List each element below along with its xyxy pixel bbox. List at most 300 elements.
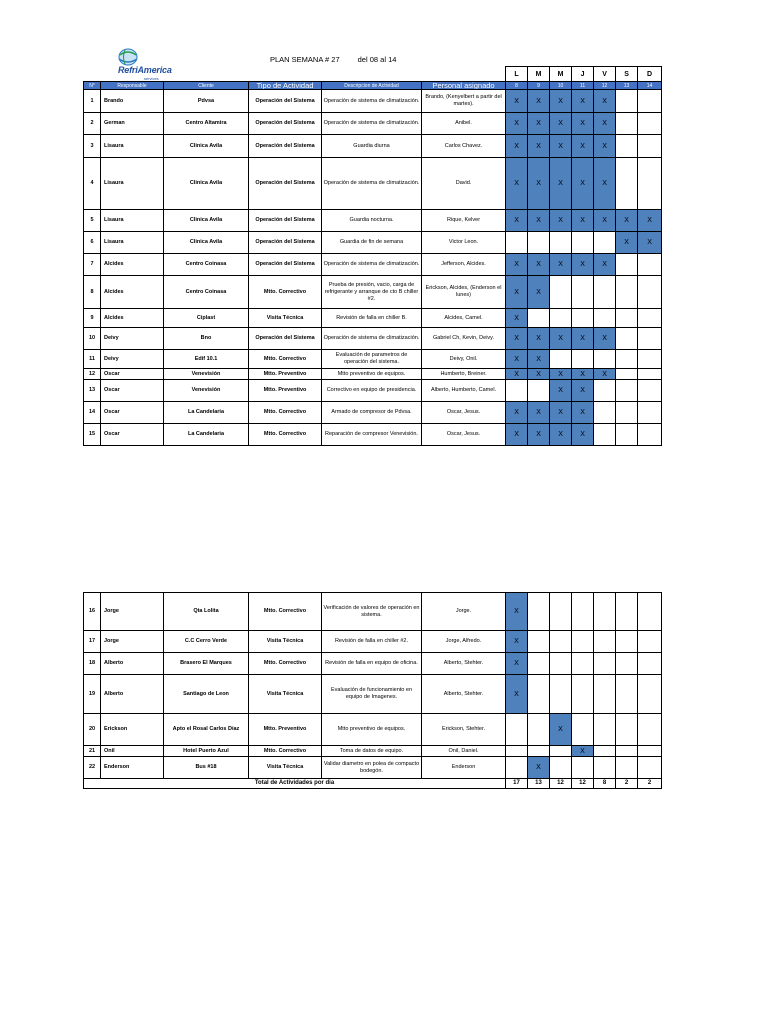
day-cell: X (506, 593, 528, 631)
cliente-cell: Venevisión (164, 369, 249, 380)
day-cell: X (506, 653, 528, 675)
activities-table-continued (83, 592, 662, 789)
day-cell: X (528, 276, 550, 309)
descripcion-cell: Revisión de falla en chiller B. (322, 309, 422, 328)
day-cell: X (528, 328, 550, 350)
descripcion-cell: Mtto preventivo de equipos. (322, 369, 422, 380)
row-number: 11 (84, 350, 101, 369)
row-number: 21 (84, 746, 101, 757)
day-cell: X (506, 309, 528, 328)
day-cell: X (572, 113, 594, 135)
personal-cell: Alberto, Stehter. (422, 653, 506, 675)
tipo-cell: Mtto. Correctivo (249, 350, 322, 369)
day-cell: X (572, 254, 594, 276)
descripcion-cell: Validar diametro en polea de compacto bodegón. (322, 757, 422, 779)
day-cell (528, 309, 550, 328)
day-cell (616, 369, 638, 380)
day-cell (638, 402, 662, 424)
day-cell (638, 135, 662, 158)
tipo-cell: Operación del Sistema (249, 210, 322, 232)
day-cell (638, 158, 662, 210)
day-cell (616, 653, 638, 675)
table-row (84, 631, 662, 653)
personal-cell: Deivy, Onil. (422, 350, 506, 369)
col-header-personal: Personal asignado (422, 82, 506, 90)
cliente-cell: Centro Coinasa (164, 276, 249, 309)
day-cell (594, 593, 616, 631)
responsable-cell: Alcides (101, 309, 164, 328)
day-cell (550, 232, 572, 254)
day-cell (594, 380, 616, 402)
row-number: 13 (84, 380, 101, 402)
day-cell (638, 276, 662, 309)
cliente-cell: Pdvsa (164, 90, 249, 113)
descripcion-cell: Operación de sistema de climatización. (322, 254, 422, 276)
row-number: 7 (84, 254, 101, 276)
cliente-cell: La Candelaria (164, 424, 249, 446)
cliente-cell: Edif 10.1 (164, 350, 249, 369)
day-cell (550, 757, 572, 779)
tipo-cell: Operación del Sistema (249, 113, 322, 135)
logo-subtext: services (144, 76, 159, 81)
day-date: 13 (616, 82, 638, 90)
responsable-cell: Lisaura (101, 135, 164, 158)
day-cell (616, 350, 638, 369)
day-cell: X (550, 369, 572, 380)
day-cell (616, 158, 638, 210)
personal-cell: Erickson, Alcides, (Enderson el lunes) (422, 276, 506, 309)
day-cell (572, 309, 594, 328)
day-cell (528, 593, 550, 631)
day-cell: X (638, 210, 662, 232)
day-cell: X (528, 369, 550, 380)
day-cell: X (506, 254, 528, 276)
responsable-cell: Oscar (101, 402, 164, 424)
personal-cell: David. (422, 158, 506, 210)
day-cell (638, 593, 662, 631)
day-letter: V (594, 67, 616, 82)
day-cell (616, 757, 638, 779)
day-cell: X (616, 210, 638, 232)
day-cell: X (550, 424, 572, 446)
descripcion-cell: Evaluación de parametros de operación del sistema. (322, 350, 422, 369)
day-cell: X (506, 210, 528, 232)
day-cell: X (550, 402, 572, 424)
cliente-cell: Hotel Puerto Azul (164, 746, 249, 757)
activities-body-continued (84, 593, 662, 779)
row-number: 9 (84, 309, 101, 328)
day-cell: X (528, 90, 550, 113)
day-cell: X (572, 424, 594, 446)
responsable-cell: German (101, 113, 164, 135)
responsable-cell: Lisaura (101, 210, 164, 232)
day-cell: X (594, 90, 616, 113)
responsable-cell: Deivy (101, 328, 164, 350)
plan-title (270, 55, 396, 64)
tipo-cell: Operación del Sistema (249, 254, 322, 276)
tipo-cell: Visita Técnica (249, 675, 322, 714)
day-cell (616, 113, 638, 135)
personal-cell: Oscar, Jesus. (422, 402, 506, 424)
row-number: 22 (84, 757, 101, 779)
table-row (84, 424, 662, 446)
descripcion-cell: Revisión de falla en equipo de oficina. (322, 653, 422, 675)
personal-cell: Erickson, Stehter. (422, 714, 506, 746)
day-cell (594, 402, 616, 424)
day-cell (638, 631, 662, 653)
table-row (84, 653, 662, 675)
day-letter: S (616, 67, 638, 82)
personal-cell: Enderson (422, 757, 506, 779)
table-row (84, 593, 662, 631)
cliente-cell: Clinica Avila (164, 135, 249, 158)
tipo-cell: Operación del Sistema (249, 158, 322, 210)
day-cell (616, 276, 638, 309)
responsable-cell: Enderson (101, 757, 164, 779)
day-cell: X (550, 714, 572, 746)
tipo-cell: Mtto. Preventivo (249, 380, 322, 402)
tipo-cell: Operación del Sistema (249, 328, 322, 350)
day-cell: X (594, 135, 616, 158)
cliente-cell: Ciplast (164, 309, 249, 328)
responsable-cell: Oscar (101, 424, 164, 446)
responsable-cell: Oscar (101, 380, 164, 402)
day-cell (572, 757, 594, 779)
tipo-cell: Mtto. Preventivo (249, 714, 322, 746)
table-row (84, 210, 662, 232)
row-number: 17 (84, 631, 101, 653)
totals-label: Total de Actividades por dia (84, 779, 506, 789)
tipo-cell: Mtto. Correctivo (249, 746, 322, 757)
day-cell (638, 369, 662, 380)
day-cell (572, 350, 594, 369)
day-cell: X (550, 90, 572, 113)
descripcion-cell: Guardia de fin de semana (322, 232, 422, 254)
day-cell: X (528, 113, 550, 135)
row-number: 19 (84, 675, 101, 714)
day-cell: X (506, 135, 528, 158)
day-cell: X (550, 135, 572, 158)
day-cell: X (550, 158, 572, 210)
day-cell: X (528, 350, 550, 369)
descripcion-cell: Armado de compresor de Pdvsa. (322, 402, 422, 424)
personal-cell: Carlos Chavez. (422, 135, 506, 158)
col-header-cliente: Cliente (164, 82, 249, 90)
day-cell (594, 757, 616, 779)
day-cell (594, 631, 616, 653)
tipo-cell: Operación del Sistema (249, 232, 322, 254)
day-cell: X (550, 210, 572, 232)
day-letter: M (528, 67, 550, 82)
row-number: 3 (84, 135, 101, 158)
day-cell: X (506, 369, 528, 380)
tipo-cell: Visita Técnica (249, 757, 322, 779)
day-cell (506, 380, 528, 402)
col-header-n: N° (84, 82, 101, 90)
personal-cell: Gabriel Ch, Kevin, Deivy. (422, 328, 506, 350)
day-cell (638, 309, 662, 328)
table-row (84, 232, 662, 254)
total-value: 12 (550, 779, 572, 789)
day-cell (506, 746, 528, 757)
row-number: 5 (84, 210, 101, 232)
cliente-cell: Venevisión (164, 380, 249, 402)
row-number: 12 (84, 369, 101, 380)
responsable-cell: Jorge (101, 593, 164, 631)
day-cell (528, 675, 550, 714)
day-cell (528, 380, 550, 402)
table-row (84, 254, 662, 276)
day-cell: X (506, 113, 528, 135)
day-cell (594, 232, 616, 254)
responsable-cell: Alberto (101, 675, 164, 714)
day-cell (506, 714, 528, 746)
day-cell: X (594, 328, 616, 350)
personal-cell: Jorge. (422, 593, 506, 631)
day-cell (616, 746, 638, 757)
day-cell: X (638, 232, 662, 254)
day-cell: X (572, 369, 594, 380)
cliente-cell: Qta Lolita (164, 593, 249, 631)
day-cell: X (572, 380, 594, 402)
day-cell: X (506, 424, 528, 446)
day-cell (638, 424, 662, 446)
row-number: 2 (84, 113, 101, 135)
row-number: 4 (84, 158, 101, 210)
table-row (84, 113, 662, 135)
day-cell: X (506, 675, 528, 714)
day-cell (616, 309, 638, 328)
table-row (84, 276, 662, 309)
personal-cell: Onil, Daniel. (422, 746, 506, 757)
day-cell: X (506, 631, 528, 653)
tipo-cell: Mtto. Correctivo (249, 276, 322, 309)
responsable-cell: Lisaura (101, 158, 164, 210)
day-cell (550, 276, 572, 309)
row-number: 6 (84, 232, 101, 254)
row-number: 8 (84, 276, 101, 309)
day-cell: X (550, 380, 572, 402)
table-row (84, 328, 662, 350)
day-date: 10 (550, 82, 572, 90)
day-cell: X (594, 254, 616, 276)
tipo-cell: Mtto. Correctivo (249, 593, 322, 631)
day-cell: X (506, 328, 528, 350)
day-cell (616, 714, 638, 746)
day-cell (572, 653, 594, 675)
responsable-cell: Alberto (101, 653, 164, 675)
total-value: 2 (616, 779, 638, 789)
table-row (84, 90, 662, 113)
tipo-cell: Mtto. Correctivo (249, 424, 322, 446)
day-cell (594, 350, 616, 369)
tipo-cell: Visita Técnica (249, 309, 322, 328)
col-header-responsable: Responsable (101, 82, 164, 90)
row-number: 15 (84, 424, 101, 446)
personal-cell: Jorge, Alfredo. (422, 631, 506, 653)
logo-text: RefriAmerica (118, 65, 172, 75)
table-row (84, 714, 662, 746)
descripcion-cell: Toma de datos de equipo. (322, 746, 422, 757)
descripcion-cell: Verificación de valores de operación en sistema. (322, 593, 422, 631)
day-cell (616, 593, 638, 631)
table-row (84, 369, 662, 380)
day-letters-row (84, 67, 662, 82)
day-cell: X (572, 210, 594, 232)
personal-cell: Oscar, Jesus. (422, 424, 506, 446)
day-cell (594, 276, 616, 309)
day-cell (572, 714, 594, 746)
personal-cell: Brando, (Kenyelbert a partir del martes). (422, 90, 506, 113)
day-cell (638, 653, 662, 675)
day-cell: X (528, 424, 550, 446)
col-header-tipo: Tipo de Actividad (249, 82, 322, 90)
day-cell (638, 380, 662, 402)
day-cell (616, 380, 638, 402)
day-cell (616, 424, 638, 446)
day-cell: X (572, 158, 594, 210)
table-row (84, 402, 662, 424)
activities-table (83, 66, 662, 446)
day-date: 8 (506, 82, 528, 90)
table-row (84, 746, 662, 757)
day-cell (594, 309, 616, 328)
day-cell (638, 714, 662, 746)
tipo-cell: Mtto. Correctivo (249, 653, 322, 675)
personal-cell: Victor Leon. (422, 232, 506, 254)
table-row (84, 757, 662, 779)
day-cell (572, 675, 594, 714)
day-cell: X (528, 210, 550, 232)
responsable-cell: Onil (101, 746, 164, 757)
descripcion-cell: Operación de sistema de climatización. (322, 158, 422, 210)
day-cell (638, 746, 662, 757)
day-cell: X (506, 276, 528, 309)
descripcion-cell: Revisión de falla en chiller #2. (322, 631, 422, 653)
day-cell (616, 328, 638, 350)
personal-cell: Alberto, Humberto, Camel. (422, 380, 506, 402)
day-cell (528, 746, 550, 757)
activities-body (84, 90, 662, 446)
day-date: 14 (638, 82, 662, 90)
day-cell (572, 631, 594, 653)
day-cell: X (550, 254, 572, 276)
day-cell (594, 746, 616, 757)
day-cell (550, 350, 572, 369)
day-cell: X (572, 402, 594, 424)
day-cell (638, 757, 662, 779)
cliente-cell: Clinica Avila (164, 232, 249, 254)
day-cell: X (528, 135, 550, 158)
day-cell: X (506, 158, 528, 210)
total-value: 8 (594, 779, 616, 789)
day-cell (616, 254, 638, 276)
day-cell: X (506, 402, 528, 424)
day-date: 11 (572, 82, 594, 90)
day-cell (528, 631, 550, 653)
row-number: 10 (84, 328, 101, 350)
day-cell (550, 746, 572, 757)
day-cell (616, 675, 638, 714)
cliente-cell: Clinica Avila (164, 210, 249, 232)
cliente-cell: Bus #18 (164, 757, 249, 779)
responsable-cell: Jorge (101, 631, 164, 653)
total-value: 12 (572, 779, 594, 789)
descripcion-cell: Guardia nocturna. (322, 210, 422, 232)
cliente-cell: Brasero El Marques (164, 653, 249, 675)
table-row (84, 675, 662, 714)
day-cell (528, 714, 550, 746)
cliente-cell: Clinica Avila (164, 158, 249, 210)
day-cell (638, 90, 662, 113)
tipo-cell: Operación del Sistema (249, 135, 322, 158)
cliente-cell: Centro Coinasa (164, 254, 249, 276)
table-row (84, 158, 662, 210)
day-cell (528, 653, 550, 675)
total-value: 2 (638, 779, 662, 789)
day-cell: X (594, 113, 616, 135)
day-cell: X (572, 135, 594, 158)
day-cell (638, 350, 662, 369)
personal-cell: Alberto, Stehter. (422, 675, 506, 714)
day-cell (506, 232, 528, 254)
day-cell (638, 328, 662, 350)
descripcion-cell: Operación de sistema de climatización. (322, 90, 422, 113)
day-cell (594, 424, 616, 446)
day-cell (594, 653, 616, 675)
day-letter: M (550, 67, 572, 82)
day-cell: X (594, 158, 616, 210)
cliente-cell: Santiago de Leon (164, 675, 249, 714)
cliente-cell: La Candelaria (164, 402, 249, 424)
day-cell (616, 631, 638, 653)
descripcion-cell: Evaluación de funcionamiento en equipo de Imagenes. (322, 675, 422, 714)
day-cell (616, 90, 638, 113)
day-cell: X (616, 232, 638, 254)
descripcion-cell: Prueba de presión, vacio, carga de refrigerante y arranque de cto B chiller #2. (322, 276, 422, 309)
personal-cell: Jefferson, Alcides. (422, 254, 506, 276)
personal-cell: Rique, Kelver (422, 210, 506, 232)
cliente-cell: Centro Altamira (164, 113, 249, 135)
day-cell: X (594, 210, 616, 232)
globe-icon (116, 48, 140, 66)
responsable-cell: Lisaura (101, 232, 164, 254)
day-cell (638, 675, 662, 714)
cliente-cell: C.C Cerro Verde (164, 631, 249, 653)
tipo-cell: Operación del Sistema (249, 90, 322, 113)
day-cell (572, 593, 594, 631)
row-number: 18 (84, 653, 101, 675)
day-cell (550, 631, 572, 653)
day-cell (572, 232, 594, 254)
day-date: 9 (528, 82, 550, 90)
tipo-cell: Mtto. Correctivo (249, 402, 322, 424)
day-cell: X (528, 402, 550, 424)
row-number: 14 (84, 402, 101, 424)
cliente-cell: Apto el Rosal Carlos Díaz (164, 714, 249, 746)
day-cell: X (572, 746, 594, 757)
descripcion-cell: Operación de sistema de climatización. (322, 113, 422, 135)
descripcion-cell: Mtto preventivo de equipos. (322, 714, 422, 746)
table-row (84, 350, 662, 369)
personal-cell: Anibel. (422, 113, 506, 135)
totals-row (84, 779, 662, 789)
day-cell: X (572, 328, 594, 350)
day-cell: X (528, 158, 550, 210)
day-cell (616, 402, 638, 424)
row-number: 1 (84, 90, 101, 113)
personal-cell: Alcides, Camel. (422, 309, 506, 328)
